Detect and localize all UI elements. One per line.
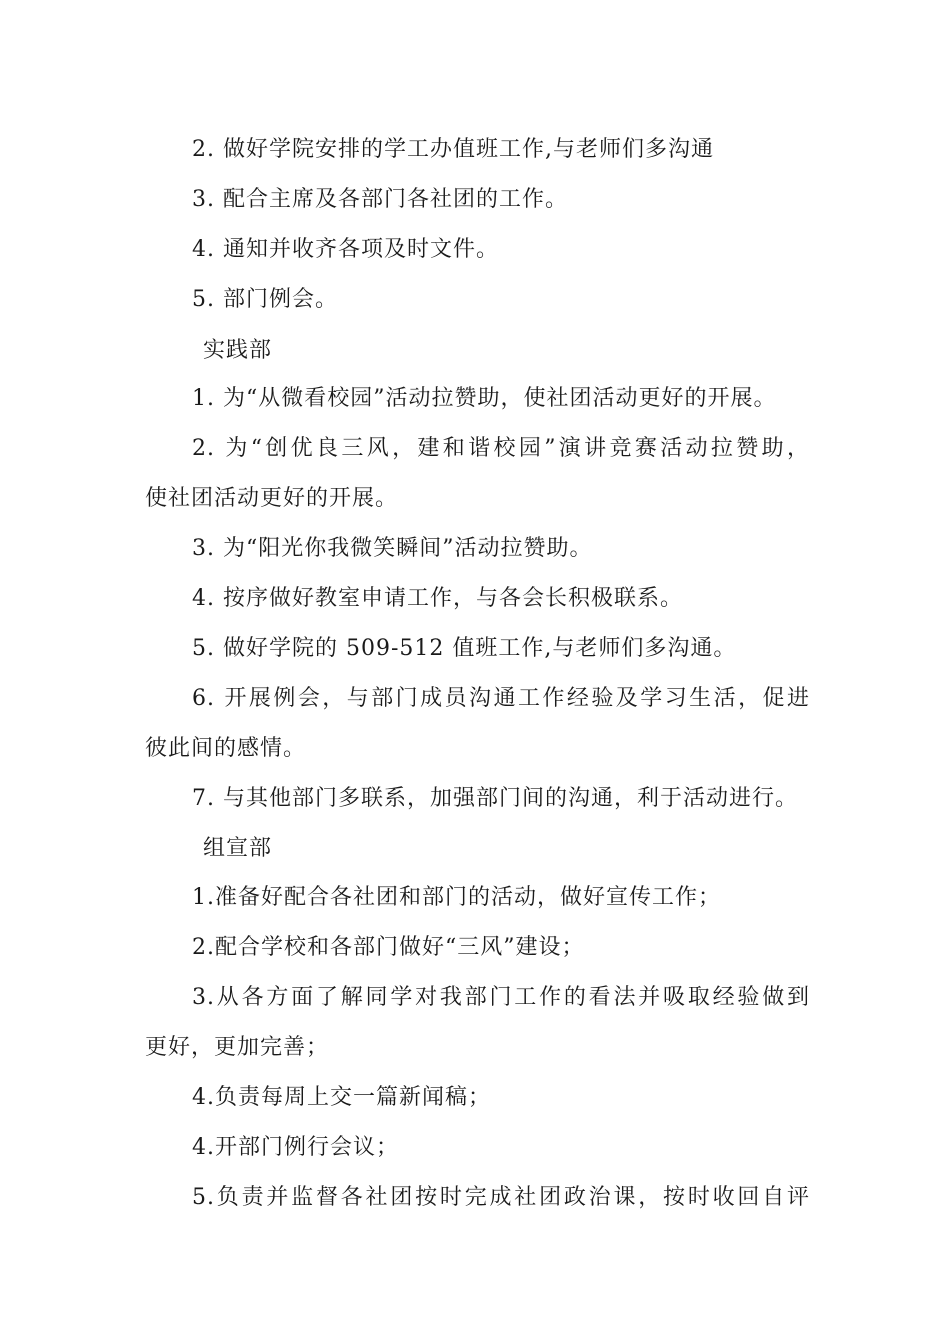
paragraph-line: 3.从各方面了解同学对我部门工作的看法并吸取经验做到 xyxy=(192,985,810,1010)
paragraph-line: 5. 做好学院的 509-512 值班工作,与老师们多沟通。 xyxy=(192,636,737,661)
paragraph-line: 3. 为“阳光你我微笑瞬间”活动拉赞助。 xyxy=(192,536,593,561)
paragraph-line: 彼此间的感情。 xyxy=(145,736,307,761)
paragraph-line: 5.负责并监督各社团按时完成社团政治课，按时收回自评 xyxy=(192,1185,810,1210)
paragraph-line: 4.开部门例行会议； xyxy=(192,1135,399,1160)
paragraph-line: 2. 为“创优良三风，建和谐校园”演讲竞赛活动拉赞助， xyxy=(192,436,810,461)
paragraph-line: 2. 做好学院安排的学工办值班工作,与老师们多沟通 xyxy=(192,137,714,162)
paragraph-line: 1. 为“从微看校园”活动拉赞助，使社团活动更好的开展。 xyxy=(192,386,777,411)
paragraph-line: 6. 开展例会，与部门成员沟通工作经验及学习生活，促进 xyxy=(192,686,810,711)
paragraph-line: 7. 与其他部门多联系，加强部门间的沟通，利于活动进行。 xyxy=(192,786,798,811)
paragraph-line: 3. 配合主席及各部门各社团的工作。 xyxy=(192,187,568,212)
paragraph-line: 5. 部门例会。 xyxy=(192,287,338,312)
section-heading-propaganda: 组宣部 xyxy=(203,836,273,861)
paragraph-line: 使社团活动更好的开展。 xyxy=(145,486,399,511)
paragraph-line: 2.配合学校和各部门做好“三风”建设； xyxy=(192,935,585,960)
paragraph-line: 4. 按序做好教室申请工作，与各会长积极联系。 xyxy=(192,586,683,611)
paragraph-line: 4.负责每周上交一篇新闻稿； xyxy=(192,1085,491,1110)
section-heading-practice: 实践部 xyxy=(203,338,273,363)
paragraph-line: 1.准备好配合各社团和部门的活动，做好宣传工作； xyxy=(192,885,721,910)
paragraph-line: 更好，更加完善； xyxy=(145,1035,330,1060)
paragraph-line: 4. 通知并收齐各项及时文件。 xyxy=(192,237,499,262)
